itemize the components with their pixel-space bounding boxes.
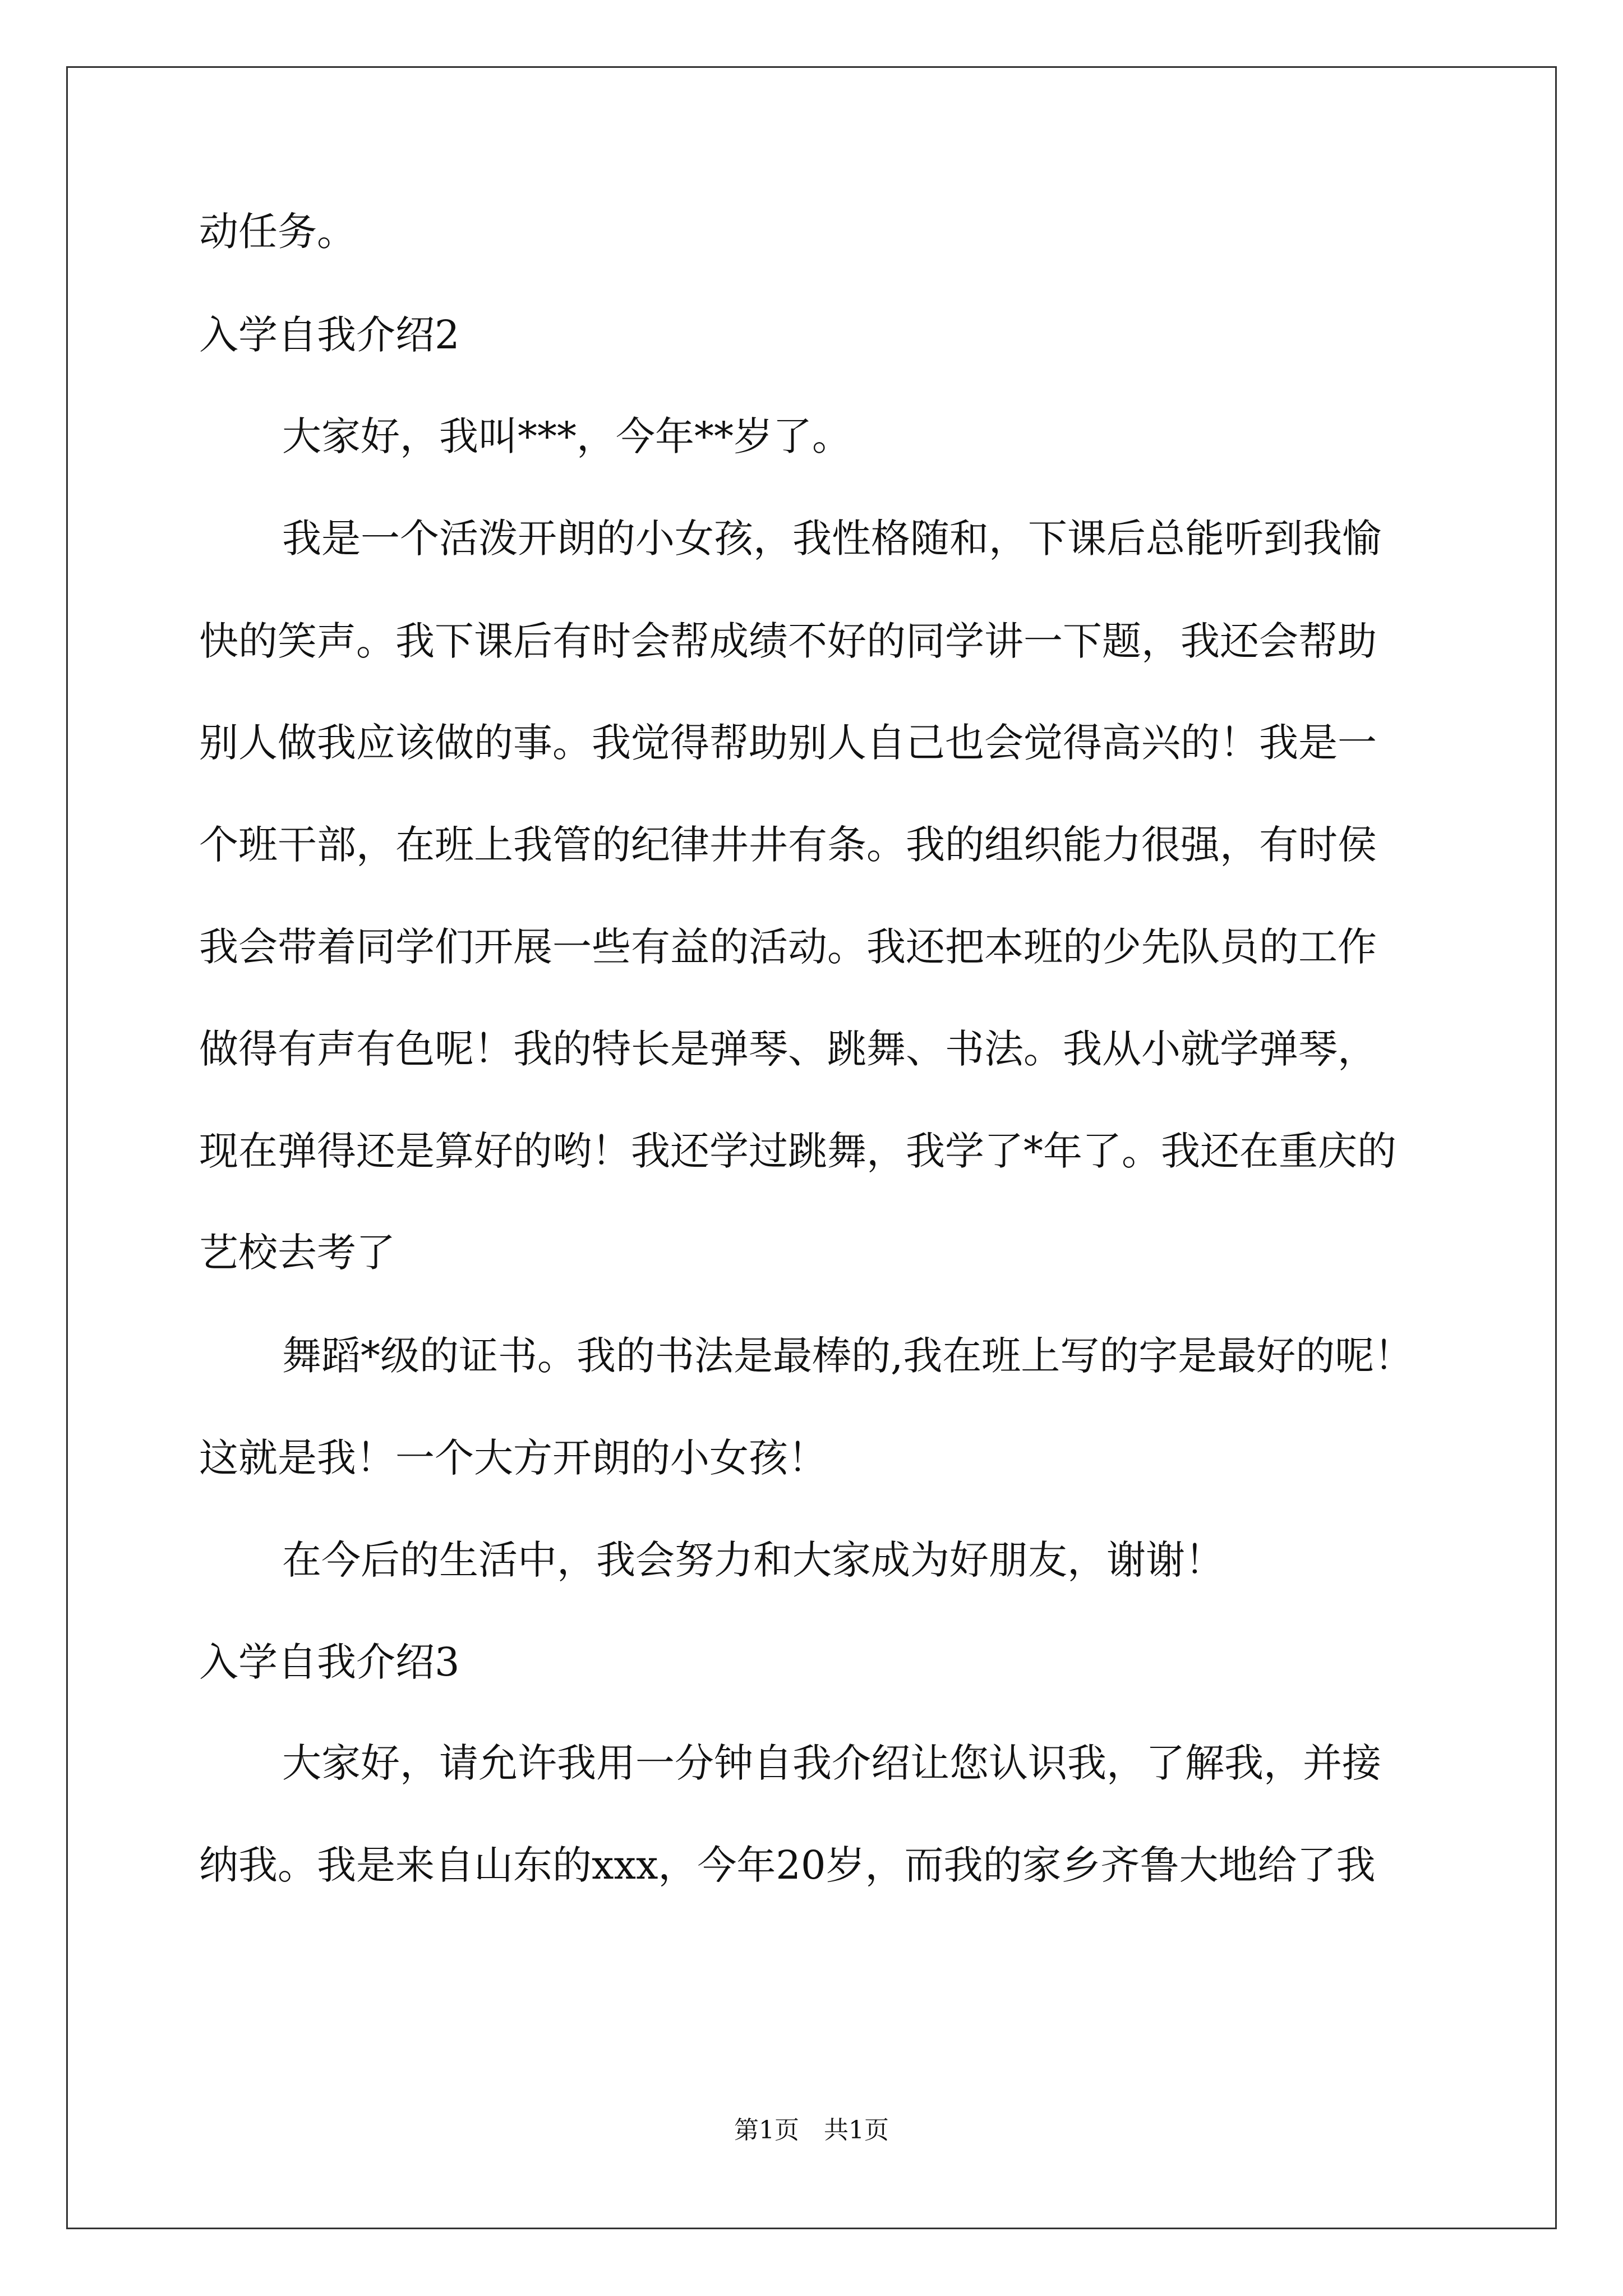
paragraph-start: 舞蹈*级的证书。我的书法是最棒的,我在班上写的字是最好的呢！ xyxy=(282,1333,1414,1379)
section-heading: 入学自我介绍2 xyxy=(199,312,460,358)
paragraph-start: 我是一个活泼开朗的小女孩，我性格随和，下课后总能听到我愉 xyxy=(282,516,1381,562)
text-line: 做得有声有色呢！我的特长是弹琴、跳舞、书法。我从小就学弹琴， xyxy=(199,1026,1377,1072)
text-line: 这就是我！一个大方开朗的小女孩！ xyxy=(199,1435,827,1481)
text-line: 纳我。我是来自山东的xxx，今年20岁，而我的家乡齐鲁大地给了我 xyxy=(199,1842,1376,1888)
text-line: 我会带着同学们开展一些有益的活动。我还把本班的少先队员的工作 xyxy=(199,924,1377,970)
paragraph-start: 大家好，我叫***，今年**岁了。 xyxy=(282,413,851,459)
text-line: 别人做我应该做的事。我觉得帮助别人自己也会觉得高兴的！我是一 xyxy=(199,720,1377,766)
paragraph-start: 大家好，请允许我用一分钟自我介绍让您认识我，了解我，并接 xyxy=(282,1740,1381,1786)
text-line: 艺校去考了 xyxy=(199,1230,395,1276)
section-heading: 入学自我介绍3 xyxy=(199,1639,460,1685)
text-line: 现在弹得还是算好的哟！我还学过跳舞，我学了*年了。我还在重庆的 xyxy=(199,1128,1396,1174)
page-footer: 第1页 共1页 xyxy=(734,2116,889,2145)
text-line: 快的笑声。我下课后有时会帮成绩不好的同学讲一下题，我还会帮助 xyxy=(199,618,1377,664)
paragraph-start: 在今后的生活中，我会努力和大家成为好朋友，谢谢！ xyxy=(282,1537,1224,1583)
text-line: 动任务。 xyxy=(199,209,356,255)
text-line: 个班干部，在班上我管的纪律井井有条。我的组织能力很强，有时侯 xyxy=(199,822,1377,868)
